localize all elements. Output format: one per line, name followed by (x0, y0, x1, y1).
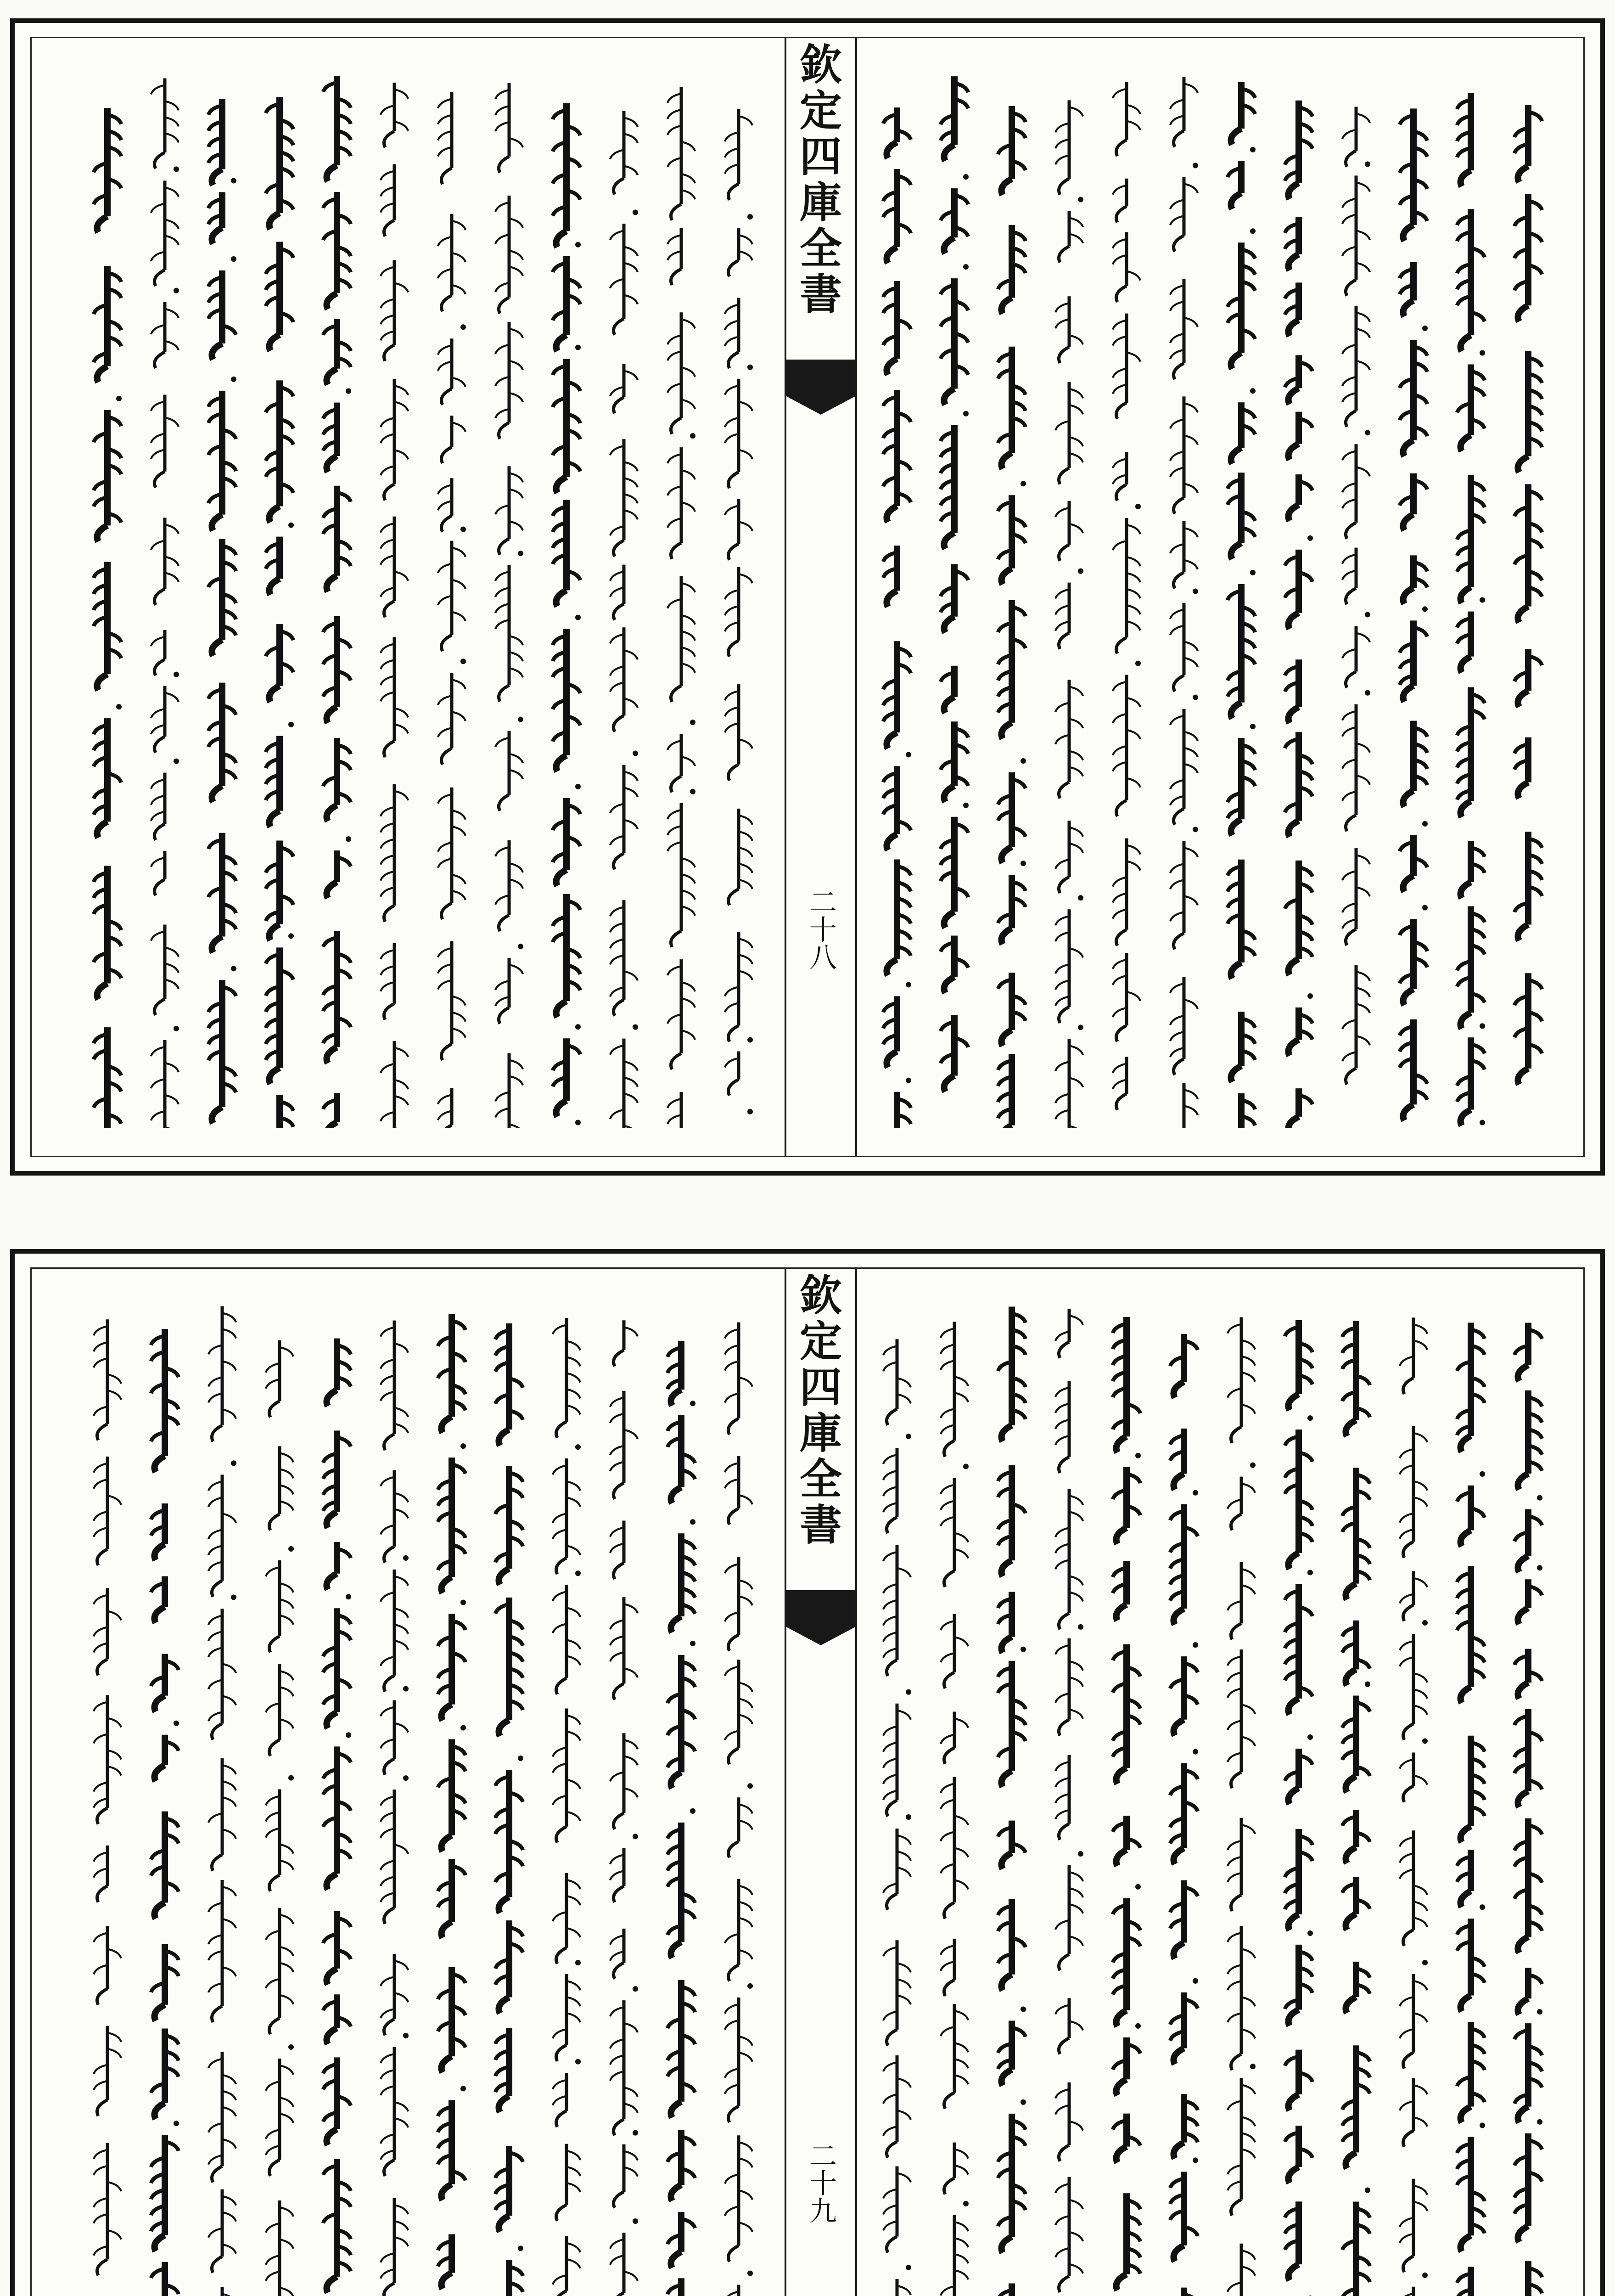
script-strokes (1446, 66, 1496, 1128)
script-strokes (713, 1296, 764, 2296)
script-column (197, 66, 247, 1128)
script-strokes (82, 1296, 133, 2296)
title-char: 四 (799, 1362, 842, 1412)
script-column (599, 66, 649, 1128)
script-strokes (140, 1296, 190, 2296)
script-column (1216, 1296, 1267, 2296)
script-strokes (1044, 1296, 1094, 2296)
script-strokes (1331, 66, 1381, 1128)
script-column (82, 66, 133, 1128)
script-strokes (254, 66, 305, 1128)
title-char: 庫 (799, 1408, 842, 1458)
script-column (1044, 1296, 1094, 2296)
center-title (786, 42, 855, 317)
script-column (987, 66, 1037, 1128)
script-strokes (541, 1296, 592, 2296)
script-strokes (1273, 66, 1324, 1128)
page-bottom (10, 1249, 1605, 2296)
script-strokes (1101, 66, 1152, 1128)
script-strokes (484, 66, 534, 1128)
script-strokes (1044, 66, 1094, 1128)
script-strokes (369, 66, 420, 1128)
script-column (1446, 1296, 1496, 2296)
script-column (929, 66, 980, 1128)
script-column (254, 1296, 305, 2296)
script-column (369, 1296, 420, 2296)
script-strokes (987, 1296, 1037, 2296)
script-column (484, 1296, 534, 2296)
script-column (426, 66, 477, 1128)
script-column (713, 1296, 764, 2296)
title-char: 全 (799, 224, 842, 273)
title-char: 定 (799, 86, 842, 135)
script-strokes (1388, 1296, 1439, 2296)
script-strokes (599, 66, 649, 1128)
script-strokes (312, 66, 362, 1128)
title-char: 書 (799, 270, 842, 319)
page-number: 二十八 (805, 888, 837, 970)
page-frame (30, 37, 1585, 1157)
script-column (599, 1296, 649, 2296)
script-strokes (1216, 66, 1267, 1128)
title-char: 定 (799, 1317, 842, 1366)
script-strokes (1388, 66, 1439, 1128)
script-strokes (713, 66, 764, 1128)
script-column (1101, 66, 1152, 1128)
script-strokes (1273, 1296, 1324, 2296)
script-column (1101, 1296, 1152, 2296)
center-fold (785, 38, 857, 1156)
script-column (1503, 1296, 1553, 2296)
script-column (1388, 66, 1439, 1128)
script-strokes (656, 1296, 707, 2296)
script-strokes (1503, 66, 1553, 1128)
script-column (369, 66, 420, 1128)
script-column (312, 1296, 362, 2296)
center-fold (785, 1269, 857, 2296)
script-column (1273, 66, 1324, 1128)
script-column (541, 1296, 592, 2296)
script-strokes (929, 1296, 980, 2296)
title-char: 書 (799, 1500, 842, 1550)
script-column (656, 1296, 707, 2296)
script-column (1159, 66, 1209, 1128)
script-strokes (872, 66, 922, 1128)
script-strokes (484, 1296, 534, 2296)
script-column (1446, 66, 1496, 1128)
script-strokes (929, 66, 980, 1128)
script-column (312, 66, 362, 1128)
script-column (82, 1296, 133, 2296)
script-strokes (656, 66, 707, 1128)
script-column (484, 66, 534, 1128)
title-char: 庫 (799, 178, 842, 227)
script-column (197, 1296, 247, 2296)
title-char: 欽 (799, 1271, 842, 1320)
script-strokes (197, 66, 247, 1128)
script-column (254, 66, 305, 1128)
script-column (1159, 1296, 1209, 2296)
script-strokes (872, 1296, 922, 2296)
page-top (10, 18, 1605, 1176)
script-column (1044, 66, 1094, 1128)
script-strokes (1216, 1296, 1267, 2296)
script-column (140, 1296, 190, 2296)
script-strokes (426, 1296, 477, 2296)
script-strokes (254, 1296, 305, 2296)
title-char: 欽 (799, 40, 842, 90)
script-column (140, 66, 190, 1128)
script-strokes (1159, 1296, 1209, 2296)
script-column (426, 1296, 477, 2296)
script-column (656, 66, 707, 1128)
script-strokes (82, 66, 133, 1128)
title-char: 全 (799, 1454, 842, 1504)
script-column (872, 1296, 922, 2296)
script-column (929, 1296, 980, 2296)
script-strokes (312, 1296, 362, 2296)
script-strokes (1446, 1296, 1496, 2296)
title-char: 四 (799, 132, 842, 181)
fish-tail-ornament (786, 1590, 855, 1627)
script-column (1503, 66, 1553, 1128)
script-strokes (1503, 1296, 1553, 2296)
script-strokes (987, 66, 1037, 1128)
script-strokes (1101, 1296, 1152, 2296)
center-title (786, 1272, 855, 1548)
script-column (987, 1296, 1037, 2296)
script-column (1273, 1296, 1324, 2296)
script-strokes (1331, 1296, 1381, 2296)
script-column (1216, 66, 1267, 1128)
script-column (1388, 1296, 1439, 2296)
script-strokes (426, 66, 477, 1128)
script-strokes (599, 1296, 649, 2296)
script-column (541, 66, 592, 1128)
script-strokes (140, 66, 190, 1128)
script-column (872, 66, 922, 1128)
script-strokes (1159, 66, 1209, 1128)
script-column (1331, 1296, 1381, 2296)
script-column (1331, 66, 1381, 1128)
script-strokes (197, 1296, 247, 2296)
script-strokes (541, 66, 592, 1128)
script-column (713, 66, 764, 1128)
page-frame (30, 1267, 1585, 2296)
script-strokes (369, 1296, 420, 2296)
fish-tail-ornament (786, 360, 855, 396)
page-number: 二十九 (805, 2141, 837, 2224)
